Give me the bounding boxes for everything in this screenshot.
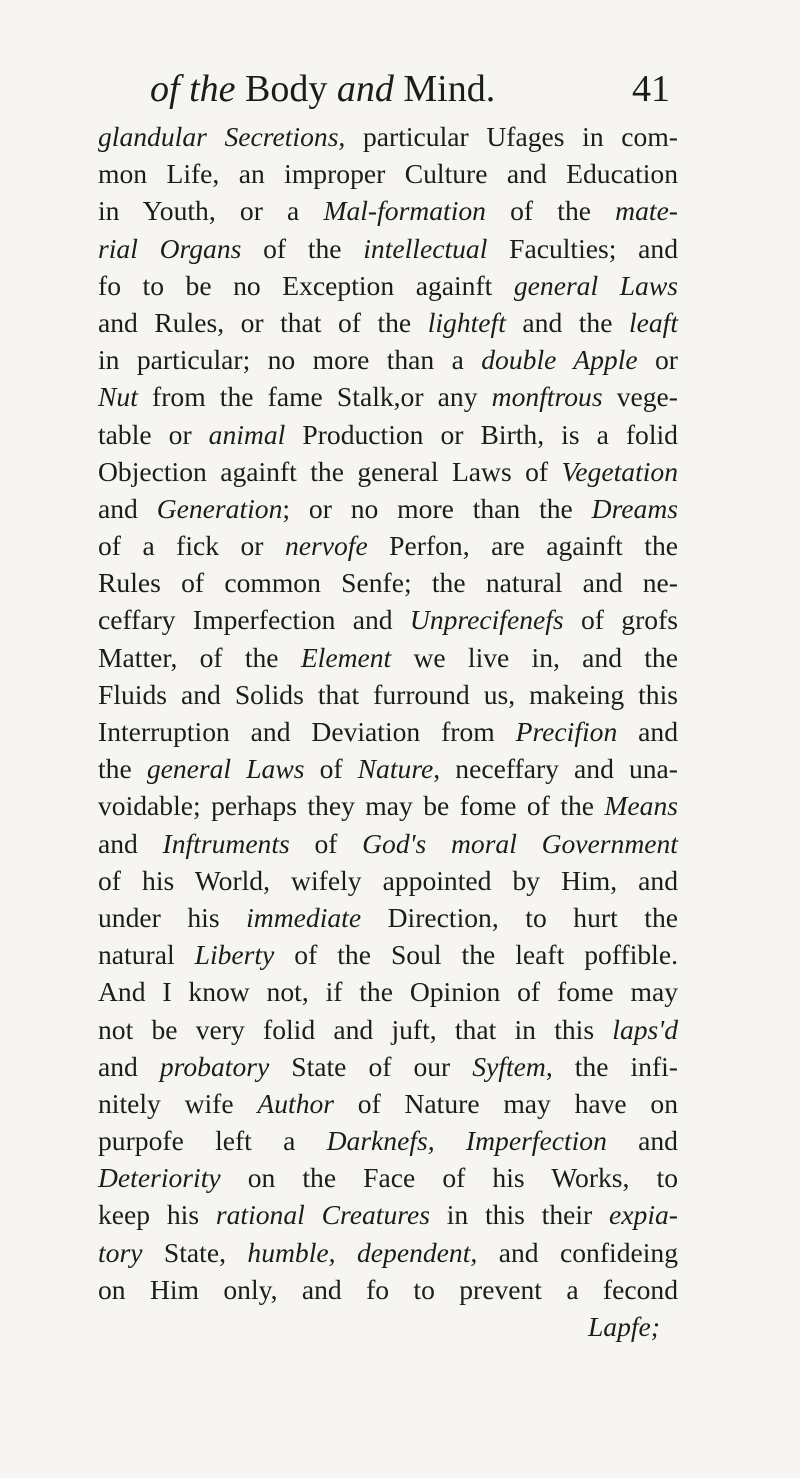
text-segment: Interruption and Deviation from (98, 716, 516, 747)
text-segment: and (98, 827, 163, 859)
text-segment: voidable; perhaps they may be fome of the (98, 790, 605, 822)
text-line (98, 1122, 678, 1159)
text-segment: State, (142, 1236, 248, 1268)
text-segment: not be very folid and juft, that in this (98, 1013, 613, 1045)
italic-segment: nervofe (284, 530, 368, 562)
text-segment: and Rules, or that of the (98, 306, 428, 338)
text-segment: Objection againft the general Laws of (98, 455, 562, 487)
text-segment: and (98, 1050, 160, 1082)
text-segment: we live in, and the (391, 641, 678, 673)
text-segment: of grofs (563, 604, 679, 636)
text-segment: and (98, 492, 157, 524)
italic-segment: Element (300, 641, 392, 673)
text-segment: of (289, 827, 363, 859)
text-segment: on the Face of his Works, to (220, 1162, 678, 1194)
text-segment: Perfon, are againft the (367, 530, 678, 562)
italic-segment: general Laws (146, 753, 305, 785)
italic-segment: Precifion (515, 716, 618, 747)
italic-segment: Unprecifenefs (409, 604, 564, 636)
text-line (98, 230, 678, 267)
text-line (98, 639, 678, 676)
italic-segment: immediate (246, 901, 362, 933)
running-head (150, 64, 670, 114)
text-segment: of the (241, 232, 364, 264)
text-line (98, 1085, 678, 1122)
italic-segment: Nut (98, 381, 138, 413)
text-segment: Faculties; and (487, 232, 678, 264)
header-word-body: Body (245, 68, 328, 110)
text-line (98, 453, 678, 490)
text-segment: Fluids and Solids that furround us, makeing this (98, 678, 678, 710)
text-line (98, 192, 678, 229)
italic-segment: double Apple (481, 344, 638, 376)
text-segment: vege- (602, 381, 678, 413)
text-segment: natural (98, 939, 195, 971)
text-line (98, 899, 678, 936)
text-segment: ; or no more than the (282, 492, 592, 524)
text-segment: particular Ufages in com- (345, 121, 678, 152)
text-segment: of the Soul the leaft poffible. (274, 939, 678, 971)
text-segment: and the (505, 306, 629, 338)
text-line (98, 341, 678, 378)
italic-segment: Syftem (472, 1050, 546, 1082)
catchword-line (98, 1308, 678, 1345)
text-segment: of the (485, 195, 616, 227)
italic-segment: general Laws (513, 269, 678, 301)
page-number: 41 (632, 68, 670, 110)
text-segment: , neceffary and una- (433, 753, 678, 785)
body-text (98, 118, 678, 1345)
italic-segment: laps'd (612, 1013, 678, 1045)
text-line (98, 378, 678, 415)
text-line (98, 416, 678, 453)
italic-segment: Vegetation (561, 455, 678, 487)
text-line (98, 676, 678, 713)
text-segment: in Youth, or a (98, 195, 324, 227)
text-segment: Rules of common Senfe; the natural and ne- (98, 567, 678, 599)
text-line (98, 601, 678, 638)
italic-segment: Inftruments (162, 827, 290, 859)
text-line (98, 787, 678, 824)
text-segment: Production or Birth, is a folid (285, 418, 678, 450)
text-line (98, 564, 678, 601)
text-line (98, 750, 678, 787)
text-line (98, 1196, 678, 1233)
text-segment: and (617, 716, 678, 747)
italic-segment: Darknefs, Imperfection (326, 1125, 607, 1157)
text-segment: of his World, wifely appointed by Him, and (98, 864, 678, 896)
text-segment: under his (98, 901, 247, 933)
text-segment: , the infi- (545, 1050, 678, 1082)
text-segment: mon Life, an improper Culture and Education (98, 158, 678, 190)
italic-segment: Nature (357, 753, 434, 785)
italic-segment: animal (208, 418, 286, 450)
text-segment: fo to be no Exception againft (98, 269, 514, 301)
text-line (98, 155, 678, 192)
text-segment: in this their (429, 1199, 610, 1231)
italic-segment: leaft (628, 306, 679, 338)
text-segment: on Him only, and fo to prevent a fecond (98, 1273, 678, 1305)
text-segment: Direction, to hurt the (361, 901, 678, 933)
text-line (98, 973, 678, 1010)
text-segment: keep his (98, 1199, 216, 1231)
italic-segment: monftrous (491, 381, 603, 413)
text-segment: in particular; no more than a (98, 344, 482, 376)
italic-segment: Dreams (591, 492, 678, 524)
text-line (98, 825, 678, 862)
italic-segment: Deteriority (98, 1162, 221, 1194)
text-line (98, 490, 678, 527)
text-line (98, 1011, 678, 1048)
text-line (98, 304, 678, 341)
header-prefix: of (150, 68, 180, 110)
text-segment: table or (98, 418, 209, 450)
text-segment: of a fick or (98, 530, 285, 562)
text-segment: and (606, 1125, 678, 1157)
italic-segment: tory (98, 1236, 143, 1268)
text-line (98, 267, 678, 304)
text-line (98, 118, 678, 155)
text-segment: nitely wife (98, 1087, 258, 1119)
text-line (98, 1271, 678, 1308)
text-line (98, 713, 678, 750)
text-segment: the (98, 753, 147, 785)
italic-segment: humble, dependent, (247, 1236, 478, 1268)
text-line (98, 1234, 678, 1271)
header-word-mind: Mind. (403, 68, 496, 110)
italic-segment: mate- (615, 195, 678, 227)
text-line (98, 936, 678, 973)
text-segment: purpofe left a (98, 1125, 327, 1157)
text-segment: from the fame Stalk,or any (137, 381, 492, 413)
italic-segment: intellectual (363, 232, 488, 264)
header-article: the (189, 68, 236, 110)
text-segment: State of our (269, 1050, 473, 1082)
text-line (98, 527, 678, 564)
italic-segment: Mal-formation (323, 195, 486, 227)
italic-segment: Author (257, 1087, 335, 1119)
italic-segment: rial Organs (98, 232, 242, 264)
italic-segment: lighteft (427, 306, 506, 338)
italic-segment: glandular Secretions, (98, 121, 346, 152)
text-segment: ceffary Imperfection and (98, 604, 410, 636)
italic-segment: God's moral Government (362, 827, 678, 859)
italic-segment: Generation (156, 492, 283, 524)
italic-segment: expia- (609, 1199, 678, 1231)
text-segment: of Nature may have on (334, 1087, 679, 1119)
italic-segment: probatory (159, 1050, 270, 1082)
text-segment: or (637, 344, 678, 376)
text-line (98, 1048, 678, 1085)
header-conjunction: and (336, 68, 394, 110)
italic-segment: Liberty (194, 939, 275, 971)
text-line (98, 1159, 678, 1196)
italic-segment: Means (604, 790, 678, 822)
text-segment: and confideing (477, 1236, 679, 1268)
text-segment: And I know not, if the Opinion of fome may (98, 976, 678, 1008)
text-segment: Matter, of the (98, 641, 301, 673)
catchword: Lapfe; (587, 1311, 660, 1342)
italic-segment: rational Creatures (215, 1199, 430, 1231)
text-line (98, 862, 678, 899)
text-segment: of (304, 753, 358, 785)
